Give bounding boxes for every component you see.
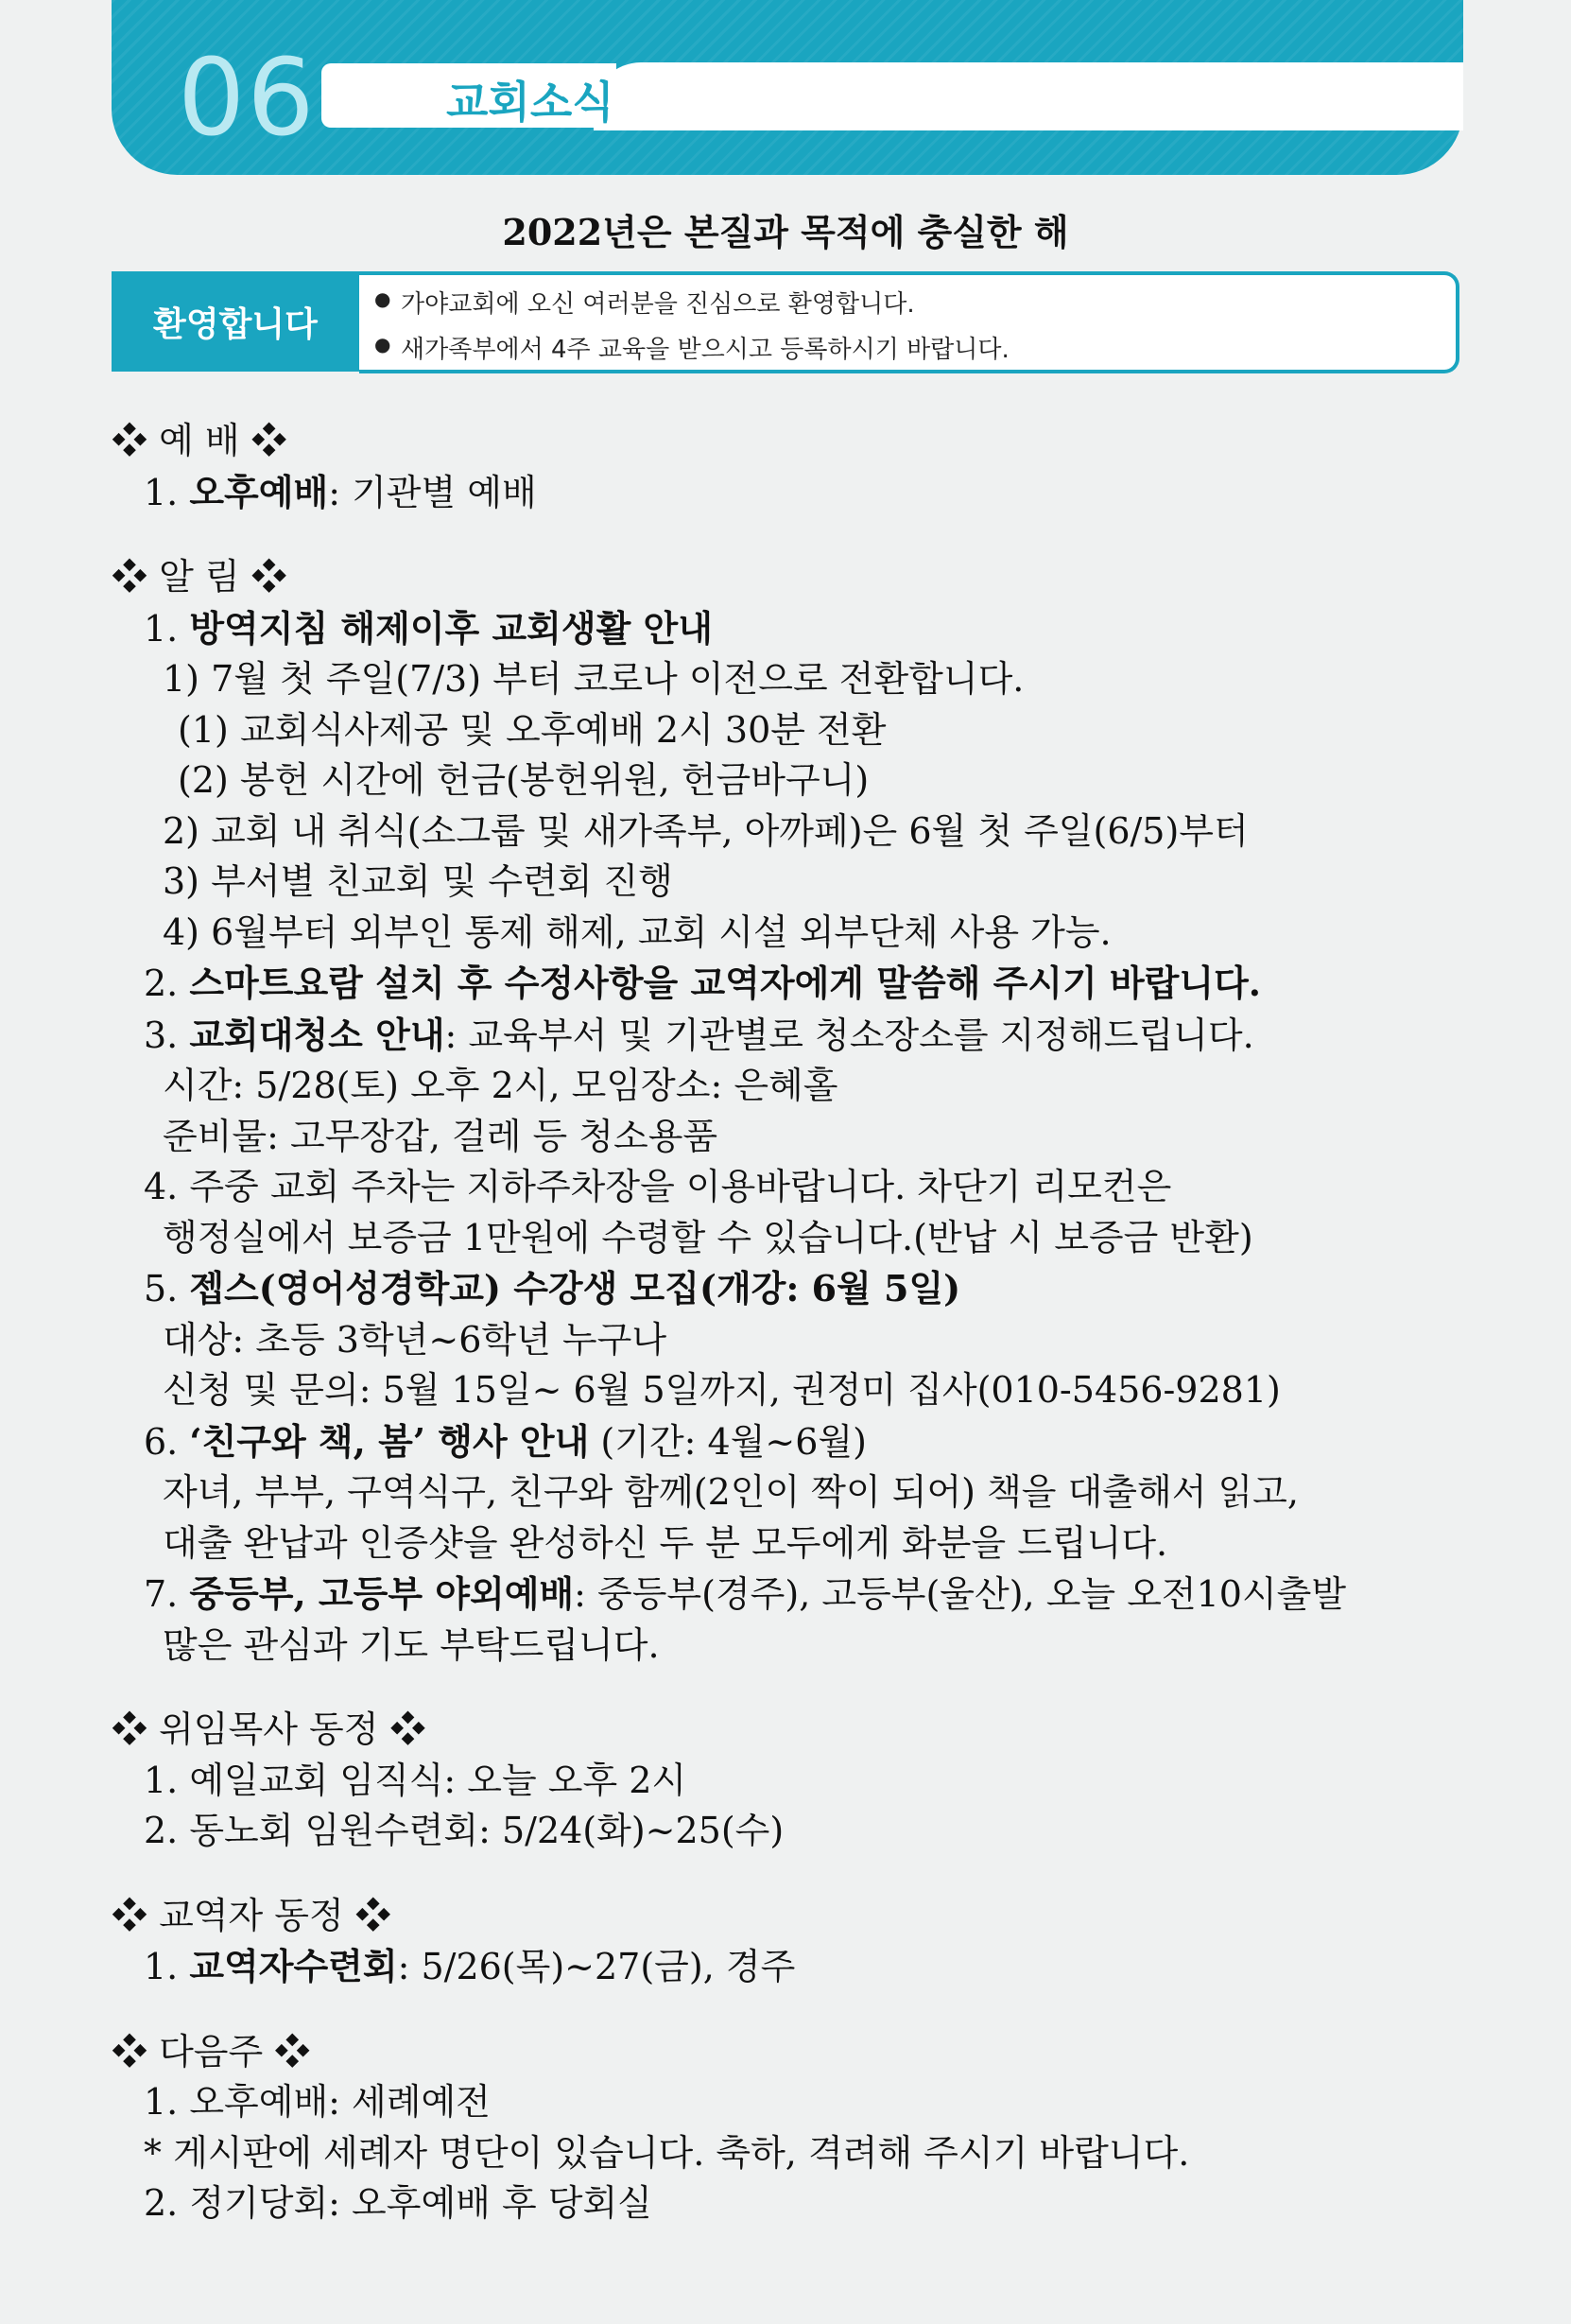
sub-item: 4) 6월부터 외부인 통제 해제, 교회 시설 외부단체 사용 가능. (163, 911, 1112, 953)
item-text: : 교육부서 및 기관별로 청소장소를 지정해드립니다. (444, 1014, 1254, 1056)
item-title: 방역지침 해제이후 교회생활 안내 (189, 606, 713, 650)
list-item (112, 467, 1492, 519)
item-number: 5. (144, 1268, 190, 1309)
welcome-box (112, 271, 1463, 372)
sub-item: 자녀, 부부, 구역식구, 친구와 함께(2인이 짝이 되어) 책을 대출해서 읽고, (163, 1471, 1299, 1513)
list-item: 2. 정기당회: 오후예배 후 당회실 (144, 2182, 652, 2224)
section-heading: ❖ 예 배 ❖ (112, 420, 287, 461)
section-worship (112, 416, 1492, 518)
section-heading: ❖ 위임목사 동정 ❖ (112, 1708, 426, 1750)
sub-item: 준비물: 고무장갑, 걸레 등 청소용품 (163, 1115, 718, 1157)
item-title: ‘친구와 책, 봄’ 행사 안내 (189, 1419, 590, 1463)
list-item (112, 603, 1492, 655)
sub-item: 1) 7월 첫 주일(7/3) 부터 코로나 이전으로 전환합니다. (163, 658, 1025, 700)
item-text: (기간: 4월~6월) (589, 1420, 867, 1463)
sub-item: 많은 관심과 기도 부탁드립니다. (163, 1623, 660, 1666)
list-item (112, 958, 1492, 1010)
sub-item: 대출 완납과 인증샷을 완성하신 두 분 모두에게 화분을 드립니다. (163, 1521, 1168, 1564)
section-heading: ❖ 교역자 동정 ❖ (112, 1894, 391, 1936)
item-text: : 기관별 예배 (328, 471, 537, 513)
list-item (112, 1263, 1492, 1315)
list-item (112, 1416, 1492, 1468)
item-title: 교회대청소 안내 (189, 1013, 445, 1056)
item-title: 중등부, 고등부 야외예배 (189, 1572, 575, 1615)
sub-sub-item: (2) 봉헌 시간에 헌금(봉헌위원, 헌금바구니) (178, 759, 870, 801)
sub-sub-item: (1) 교회식사제공 및 오후예배 2시 30분 전환 (178, 708, 887, 751)
welcome-bullet: ● 가야교회에 오신 여러분을 진심으로 환영합니다. (401, 285, 915, 320)
section-heading: ❖ 알 림 ❖ (112, 556, 287, 598)
section-title: 교회소식 (446, 77, 614, 128)
list-item: 2. 동노회 임원수련회: 5/24(화)~25(수) (144, 1810, 785, 1851)
welcome-message-box (359, 271, 1459, 373)
item-number: 1. (144, 471, 190, 513)
sub-item: 시간: 5/28(토) 오후 2시, 모임장소: 은혜홀 (163, 1065, 838, 1106)
section-title-tag (321, 63, 616, 128)
welcome-bullet: ● 새가족부에서 4주 교육을 받으시고 등록하시기 바랍니다. (401, 330, 1010, 365)
list-item: 4. 주중 교회 주차는 지하주차장을 이용바랍니다. 차단기 리모컨은 (144, 1166, 1172, 1207)
sub-item: 신청 및 문의: 5월 15일~ 6월 5일까지, 권정미 집사(010-5456-9281) (163, 1369, 1281, 1411)
item-title: 스마트요람 설치 후 수정사항을 교역자에게 말씀해 주시기 바랍니다. (189, 962, 1262, 1004)
section-staff (112, 1891, 1492, 1993)
item-number: 1. (144, 607, 190, 650)
section-next-week (112, 2027, 1492, 2229)
sub-item: 행정실에서 보증금 1만원에 수령할 수 있습니다.(반납 시 보증금 반환) (163, 1216, 1253, 1258)
section-heading: ❖ 다음주 ❖ (112, 2030, 311, 2073)
item-number: 7. (144, 1573, 190, 1615)
list-item: 1. 예일교회 임직식: 오늘 오후 2시 (144, 1759, 687, 1801)
yearly-motto: 2022년은 본질과 목적에 충실한 해 (502, 211, 1069, 253)
item-title: 오후예배 (189, 470, 329, 513)
announcements (112, 416, 1492, 2229)
section-banner (112, 0, 1463, 175)
item-title: 젭스(영어성경학교) 수강생 모집(개강: 6월 5일) (189, 1267, 961, 1309)
sub-item: 2) 교회 내 취식(소그룹 및 새가족부, 아까페)은 6월 첫 주일(6/5)부터 (163, 809, 1249, 852)
section-notices (112, 552, 1492, 1671)
list-item (112, 1941, 1492, 1993)
list-item (112, 1010, 1492, 1062)
item-text: : 중등부(경주), 고등부(울산), 오늘 오전10시출발 (574, 1573, 1347, 1615)
welcome-label: 환영합니다 (112, 271, 359, 372)
item-title: 교역자수련회 (189, 1945, 398, 1987)
section-pastor (112, 1705, 1492, 1857)
list-item: 1. 오후예배: 세례예전 (144, 2081, 491, 2123)
list-item: * 게시판에 세례자 명단이 있습니다. 축하, 격려해 주시기 바랍니다. (144, 2131, 1190, 2174)
section-number: 06 (178, 37, 317, 160)
banner-white-bar (594, 62, 1463, 130)
item-number: 1. (144, 1946, 190, 1987)
item-number: 6. (144, 1420, 190, 1463)
sub-item: 대상: 초등 3학년~6학년 누구나 (163, 1318, 667, 1361)
item-text: : 5/26(목)~27(금), 경주 (397, 1946, 796, 1987)
list-item (112, 1569, 1492, 1621)
item-number: 2. (144, 963, 190, 1004)
item-number: 3. (144, 1014, 190, 1056)
sub-item: 3) 부서별 친교회 및 수련회 진행 (163, 860, 673, 902)
